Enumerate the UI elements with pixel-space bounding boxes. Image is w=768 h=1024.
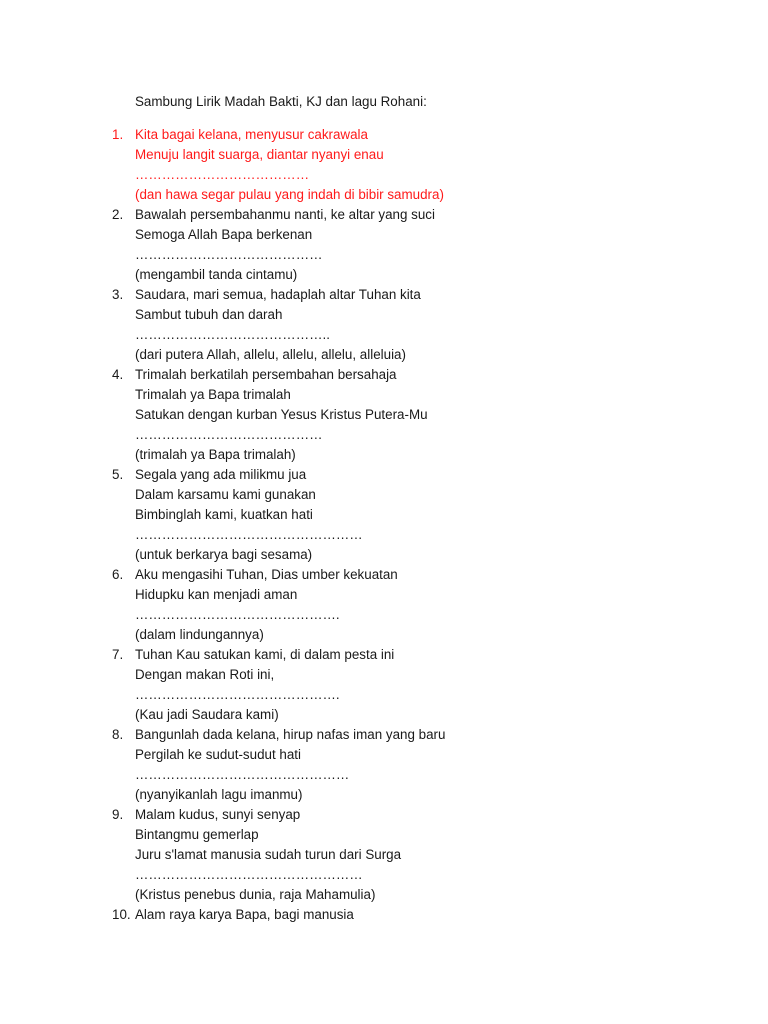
list-item-number: 1. — [112, 127, 124, 142]
lyric-line: (mengambil tanda cintamu) — [135, 267, 298, 282]
song-list — [0, 125, 768, 925]
lyric-line: ………………………………… — [135, 167, 310, 182]
lyric-line: Juru s'lamat manusia sudah turun dari Surga — [135, 847, 402, 862]
lyric-line: Saudara, mari semua, hadaplah altar Tuhan kita — [135, 287, 421, 302]
lyric-lines — [135, 645, 768, 725]
lyric-lines — [135, 805, 768, 905]
lyric-line: …………………………………………… — [135, 527, 363, 542]
lyric-line: (Kau jadi Saudara kami) — [135, 707, 279, 722]
lyric-line: Bangunlah dada kelana, hirup nafas iman yang baru — [135, 727, 446, 742]
list-item-number: 8. — [112, 727, 124, 742]
lyric-lines — [135, 725, 768, 805]
list-item-number: 7. — [112, 647, 124, 662]
lyric-line: …………………………………………… — [135, 867, 363, 882]
lyric-line: Bawalah persembahanmu nanti, ke altar yang suci — [135, 207, 435, 222]
lyric-line: Alam raya karya Bapa, bagi manusia — [135, 907, 354, 922]
list-item — [0, 465, 768, 565]
lyric-line: Trimalah ya Bapa trimalah — [135, 387, 291, 402]
lyric-line: Kita bagai kelana, menyusur cakrawala — [135, 127, 368, 142]
list-item — [0, 725, 768, 805]
lyric-line: Malam kudus, sunyi senyap — [135, 807, 301, 822]
lyric-line: (trimalah ya Bapa trimalah) — [135, 447, 296, 462]
lyric-line: (Kristus penebus dunia, raja Mahamulia) — [135, 887, 376, 902]
lyric-line: (dalam lindungannya) — [135, 627, 264, 642]
lyric-line: ………………………………………. — [135, 687, 340, 702]
lyric-line: Dalam karsamu kami gunakan — [135, 487, 316, 502]
list-item — [0, 205, 768, 285]
lyric-line: Bintangmu gemerlap — [135, 827, 259, 842]
list-item — [0, 285, 768, 365]
lyric-lines — [135, 365, 768, 465]
list-item-number: 6. — [112, 567, 124, 582]
lyric-line: Satukan dengan kurban Yesus Kristus Putera-Mu — [135, 407, 428, 422]
lyric-lines — [135, 285, 768, 365]
lyric-line: Aku mengasihi Tuhan, Dias umber kekuatan — [135, 567, 398, 582]
lyric-line: (dan hawa segar pulau yang indah di bibir samudra) — [135, 187, 444, 202]
lyric-line: (untuk berkarya bagi sesama) — [135, 547, 313, 562]
list-item — [0, 905, 768, 925]
lyric-line: …………………………………… — [135, 247, 323, 262]
list-item — [0, 365, 768, 465]
list-item-number: 9. — [112, 807, 124, 822]
lyric-line: …………………………………….. — [135, 327, 330, 342]
list-item-number: 3. — [112, 287, 124, 302]
lyric-lines — [135, 125, 768, 205]
list-item-number: 4. — [112, 367, 124, 382]
list-item — [0, 805, 768, 905]
lyric-line: …………………………………… — [135, 427, 323, 442]
lyric-line: Segala yang ada milikmu jua — [135, 467, 307, 482]
lyric-line: Bimbinglah kami, kuatkan hati — [135, 507, 313, 522]
lyric-line: Menuju langit suarga, diantar nyanyi enau — [135, 147, 384, 162]
lyric-lines — [135, 465, 768, 565]
lyric-line: (nyanyikanlah lagu imanmu) — [135, 787, 303, 802]
lyric-lines — [135, 205, 768, 285]
lyric-line: (dari putera Allah, allelu, allelu, allelu, alleluia) — [135, 347, 406, 362]
list-item — [0, 565, 768, 645]
lyric-line: Dengan makan Roti ini, — [135, 667, 275, 682]
lyric-line: Semoga Allah Bapa berkenan — [135, 227, 313, 242]
lyric-line: Sambut tubuh dan darah — [135, 307, 283, 322]
list-item — [0, 645, 768, 725]
list-item-number: 5. — [112, 467, 124, 482]
lyric-line: ………………………………………. — [135, 607, 340, 622]
lyric-line: Tuhan Kau satukan kami, di dalam pesta ini — [135, 647, 395, 662]
lyric-line: ………………………………………… — [135, 767, 350, 782]
list-item-number: 2. — [112, 207, 124, 222]
lyric-line: Trimalah berkatilah persembahan bersahaja — [135, 367, 397, 382]
document-title: Sambung Lirik Madah Bakti, KJ dan lagu Rohani: — [135, 94, 427, 109]
list-item-number: 10. — [112, 907, 131, 922]
lyric-lines — [135, 905, 768, 925]
lyric-line: Pergilah ke sudut-sudut hati — [135, 747, 301, 762]
lyric-line: Hidupku kan menjadi aman — [135, 587, 298, 602]
lyric-lines — [135, 565, 768, 645]
list-item — [0, 125, 768, 205]
